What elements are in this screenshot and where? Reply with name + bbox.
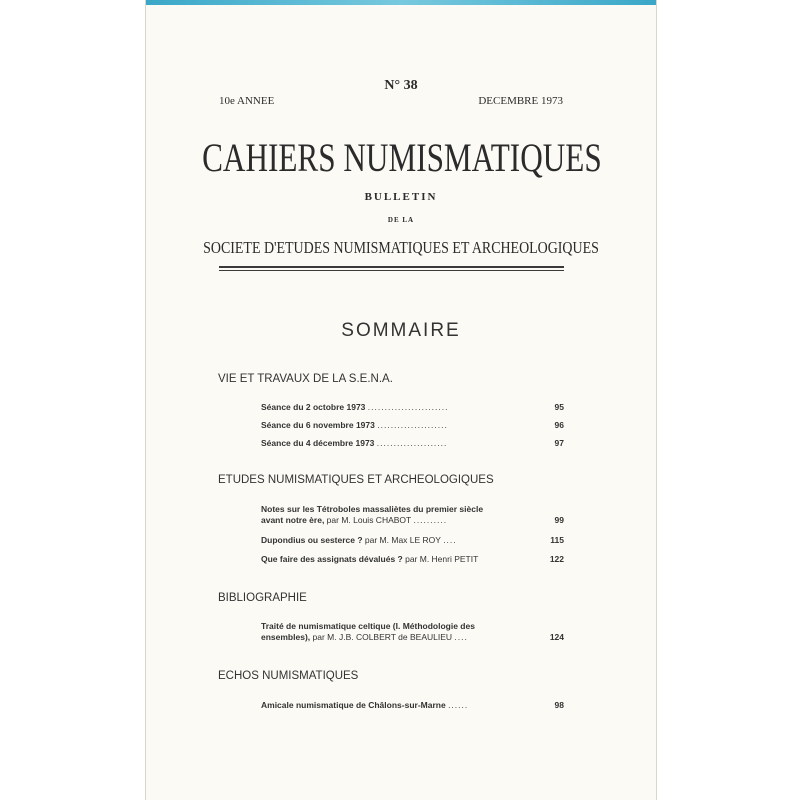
page-number: 115 <box>550 535 564 545</box>
toc-entry-line: ensembles), par M. J.B. COLBERT de BEAULIEU .... 124 <box>261 632 564 642</box>
toc-entry <box>261 535 564 546</box>
page-number: 99 <box>554 515 564 525</box>
page-number: 95 <box>554 402 564 412</box>
toc-entry-line: Amicale numismatique de Châlons-sur-Marne ...... 98 <box>261 700 564 710</box>
sommaire-heading: SOMMAIRE <box>341 320 461 341</box>
issue-number: N° 38 <box>384 78 418 93</box>
section-title: BIBLIOGRAPHIE <box>218 592 307 604</box>
toc-entry-line: Traité de numismatique celtique (I. Méthodologie des <box>261 621 475 631</box>
title-rule-thick <box>219 266 564 268</box>
toc-entry-line: Séance du 4 décembre 1973 ..................... 97 <box>261 438 564 448</box>
section-title: ECHOS NUMISMATIQUES <box>218 670 359 682</box>
bulletin-label: BULLETIN <box>364 191 438 203</box>
toc-entry <box>261 402 564 413</box>
de-la-label: DE LA <box>387 216 415 224</box>
year-label: 10e ANNEE <box>219 95 275 107</box>
toc-entry <box>261 438 564 449</box>
toc-entry-line: Séance du 2 octobre 1973 ........................ 95 <box>261 402 564 412</box>
section-title: ETUDES NUMISMATIQUES ET ARCHEOLOGIQUES <box>218 474 494 486</box>
document-page <box>145 0 657 800</box>
page-number: 122 <box>549 554 564 564</box>
toc-entry-line: Notes sur les Tétroboles massaliètes du premier siècle <box>261 504 484 514</box>
toc-entry-line: avant notre ère, par M. Louis CHABOT .......... 99 <box>261 515 564 525</box>
toc-entry <box>261 504 564 526</box>
society-name: SOCIETE D'ETUDES NUMISMATIQUES ET ARCHEOLOGIQUES <box>203 238 599 257</box>
page-number: 124 <box>549 632 564 642</box>
section-title: VIE ET TRAVAUX DE LA S.E.N.A. <box>218 373 393 385</box>
date-label: DECEMBRE 1973 <box>478 95 563 107</box>
scan-top-edge <box>146 0 656 5</box>
journal-title: CAHIERS NUMISMATIQUES <box>202 135 602 180</box>
toc-entry <box>261 621 564 643</box>
toc-entry-line: Dupondius ou sesterce ? par M. Max LE ROY .... 115 <box>261 535 564 545</box>
title-rule-thin <box>219 270 564 271</box>
page-number: 98 <box>554 700 564 710</box>
toc-entry <box>261 554 564 565</box>
page-number: 97 <box>554 438 564 448</box>
toc-entry-line: Séance du 6 novembre 1973 ..................... 96 <box>261 420 564 430</box>
toc-entry <box>261 420 564 431</box>
toc-entry-line: Que faire des assignats dévalués ? par M. Henri PETIT 122 <box>261 554 564 564</box>
page-number: 96 <box>554 420 564 430</box>
toc-entry <box>261 700 564 711</box>
